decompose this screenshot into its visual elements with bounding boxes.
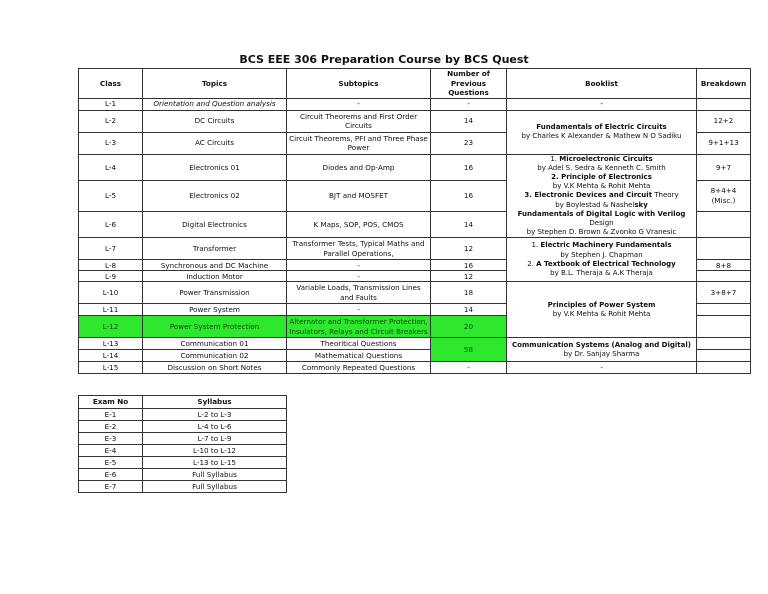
num-cell: 23 (431, 132, 507, 154)
book-title: Fundamentals of Electric Circuits (536, 122, 667, 131)
topic-cell: Power System (143, 304, 287, 316)
topic-cell: Communication 01 (143, 338, 287, 350)
class-cell: L-1 (79, 98, 143, 110)
table-row (79, 409, 287, 421)
class-cell: L-4 (79, 154, 143, 181)
breakdown-cell (697, 271, 751, 282)
header-exam-no: Exam No (79, 396, 143, 409)
topic-cell: Power System Protection (143, 316, 287, 338)
subtopic-cell: Transformer Tests, Typical Maths and Parallel Operations, (287, 238, 431, 260)
topic-cell: Discussion on Short Notes (143, 362, 287, 374)
subtopic-cell: BJT and MOSFET (287, 181, 431, 212)
topic-cell: Digital Electronics (143, 211, 287, 238)
book-entry (509, 241, 694, 250)
table-row (79, 154, 751, 181)
table-row (79, 338, 751, 350)
class-cell: L-9 (79, 271, 143, 282)
syllabus-cell: Full Syllabus (143, 481, 287, 493)
table-row (79, 362, 751, 374)
num-cell: 12 (431, 238, 507, 260)
num-cell: 58 (431, 338, 507, 362)
book-authors: by Charles K Alexander & Mathew N O Sadiku (521, 132, 682, 140)
header-row (79, 69, 751, 99)
exam-cell: E-7 (79, 481, 143, 493)
subtopic-cell: Variable Loads, Transmission Lines and Faults (287, 282, 431, 304)
book-authors: by B.L. Theraja & A.K Theraja (550, 269, 653, 278)
topic-cell: DC Circuits (143, 110, 287, 132)
exam-cell: E-4 (79, 445, 143, 457)
subtopic-cell: K Maps, SOP, POS, CMOS (287, 211, 431, 238)
subtopic-cell: Mathematical Questions (287, 350, 431, 362)
breakdown-cell (697, 362, 751, 374)
book-title: 3. Electronic Devices and Circuit (524, 191, 653, 200)
booklist-cell-power (507, 282, 697, 338)
book-authors: by Stephen D. Brown & Zvonko G Vranesic (526, 228, 677, 237)
table-row (79, 110, 751, 132)
header-booklist: Booklist (507, 69, 697, 99)
exam-cell: E-1 (79, 409, 143, 421)
book-title-suffix: Theory (652, 191, 679, 200)
class-cell: L-3 (79, 132, 143, 154)
exam-schedule-table (78, 395, 287, 493)
book-title: Microelectronic Circuits (559, 154, 653, 163)
header-syllabus: Syllabus (143, 396, 287, 409)
num-cell: 16 (431, 260, 507, 271)
book-title: Principles of Power System (547, 300, 656, 309)
subtopic-cell: - (287, 260, 431, 271)
book-title: A Textbook of Electrical Technology (536, 259, 676, 268)
syllabus-cell: L-4 to L-6 (143, 421, 287, 433)
book-title: 2. Principle of Electronics (551, 172, 652, 181)
breakdown-cell (697, 211, 751, 238)
table-row (79, 457, 287, 469)
booklist-cell-circuits (507, 110, 697, 154)
num-cell: - (431, 362, 507, 374)
page-title: BCS EEE 306 Preparation Course by BCS Quest (239, 53, 529, 66)
class-cell: L-15 (79, 362, 143, 374)
book-entry (509, 210, 694, 228)
breakdown-cell (697, 338, 751, 350)
breakdown-cell (697, 350, 751, 362)
breakdown-cell: 8+4+4 (Misc.) (697, 181, 751, 212)
syllabus-cell: L-2 to L-3 (143, 409, 287, 421)
num-cell: 16 (431, 154, 507, 181)
book-authors (509, 201, 694, 210)
table-row (79, 421, 287, 433)
topic-cell: Synchronous and DC Machine (143, 260, 287, 271)
header-subtopics: Subtopics (287, 69, 431, 99)
breakdown-cell: 9+1+13 (697, 132, 751, 154)
table-row (79, 469, 287, 481)
class-cell: L-14 (79, 350, 143, 362)
topic-cell: AC Circuits (143, 132, 287, 154)
subtopic-cell: Theoritical Questions (287, 338, 431, 350)
topic-cell: Induction Motor (143, 271, 287, 282)
booklist-cell: - (507, 362, 697, 374)
header-num-prev: Number of Previous Questions (431, 69, 507, 99)
class-cell: L-12 (79, 316, 143, 338)
breakdown-cell: 3+8+7 (697, 282, 751, 304)
num-cell: 16 (431, 181, 507, 212)
subtopic-cell: - (287, 98, 431, 110)
class-cell: L-7 (79, 238, 143, 260)
book-title: Fundamentals of Digital Logic with Verilog (517, 209, 686, 218)
syllabus-cell: L-13 to L-15 (143, 457, 287, 469)
subtopic-cell: Circuit Theorems and First Order Circuits (287, 110, 431, 132)
header-breakdown: Breakdown (697, 69, 751, 99)
book-authors: by Stephen J. Chapman (560, 250, 643, 259)
book-authors: by Dr. Sanjay Sharma (563, 349, 640, 358)
class-cell: L-8 (79, 260, 143, 271)
topic-cell: Communication 02 (143, 350, 287, 362)
book-number: 1. (550, 154, 557, 163)
syllabus-cell: L-7 to L-9 (143, 433, 287, 445)
book-entry (509, 260, 694, 269)
num-cell: 14 (431, 110, 507, 132)
class-cell: L-10 (79, 282, 143, 304)
subtopic-cell: - (287, 271, 431, 282)
exam-cell: E-3 (79, 433, 143, 445)
header-row (79, 396, 287, 409)
breakdown-cell (697, 238, 751, 260)
topic-cell: Electronics 02 (143, 181, 287, 212)
booklist-cell-electronics (507, 154, 697, 238)
class-cell: L-13 (79, 338, 143, 350)
table-row (79, 433, 287, 445)
booklist-cell-machines (507, 238, 697, 282)
num-cell: 14 (431, 211, 507, 238)
book-title: Electric Machinery Fundamentals (540, 241, 672, 250)
table-row (79, 445, 287, 457)
subtopic-cell: - (287, 304, 431, 316)
topic-cell: Orientation and Question analysis (143, 98, 287, 110)
exam-cell: E-2 (79, 421, 143, 433)
class-cell: L-5 (79, 181, 143, 212)
breakdown-cell (697, 98, 751, 110)
exam-cell: E-5 (79, 457, 143, 469)
syllabus-cell: L-10 to L-12 (143, 445, 287, 457)
table-row (79, 98, 751, 110)
breakdown-cell (697, 316, 751, 338)
syllabus-cell: Full Syllabus (143, 469, 287, 481)
book-authors-part: by Boylestad & Nashel (555, 200, 635, 209)
book-title-suffix: Design (589, 218, 614, 227)
subtopic-cell: Alternator and Transformer Protection, Insulators, Relays and Circuit Breakers (287, 316, 431, 338)
class-cell: L-11 (79, 304, 143, 316)
header-topics: Topics (143, 69, 287, 99)
header-class: Class (79, 69, 143, 99)
book-entry (509, 155, 694, 164)
book-authors: by V.K Mehta & Rohit Mehta (552, 309, 651, 318)
num-cell: 20 (431, 316, 507, 338)
book-title: Communication Systems (Analog and Digital) (512, 340, 691, 349)
subtopic-cell: Circuit Theorems, PFI and Three Phase Power (287, 132, 431, 154)
num-cell: 14 (431, 304, 507, 316)
table-row (79, 282, 751, 304)
book-entry (509, 191, 694, 200)
class-cell: L-6 (79, 211, 143, 238)
topic-cell: Transformer (143, 238, 287, 260)
breakdown-cell (697, 304, 751, 316)
subtopic-cell: Diodes and Op-Amp (287, 154, 431, 181)
book-authors: by Adel S. Sedra & Kenneth C. Smith (537, 163, 666, 172)
topic-cell: Electronics 01 (143, 154, 287, 181)
num-cell: - (431, 98, 507, 110)
book-authors: by V.K Mehta & Rohit Mehta (552, 182, 651, 191)
num-cell: 18 (431, 282, 507, 304)
topic-cell: Power Transmission (143, 282, 287, 304)
subtopic-cell: Commonly Repeated Questions (287, 362, 431, 374)
breakdown-cell: 12+2 (697, 110, 751, 132)
book-authors-part: sky (634, 200, 648, 209)
book-number: 2. (527, 259, 537, 268)
book-number: 1. (531, 241, 541, 250)
table-row (79, 481, 287, 493)
booklist-cell: - (507, 98, 697, 110)
exam-cell: E-6 (79, 469, 143, 481)
breakdown-cell: 8+8 (697, 260, 751, 271)
breakdown-cell: 9+7 (697, 154, 751, 181)
course-schedule-table (78, 68, 751, 374)
table-row (79, 238, 751, 260)
num-cell: 12 (431, 271, 507, 282)
booklist-cell-communication (507, 338, 697, 362)
class-cell: L-2 (79, 110, 143, 132)
